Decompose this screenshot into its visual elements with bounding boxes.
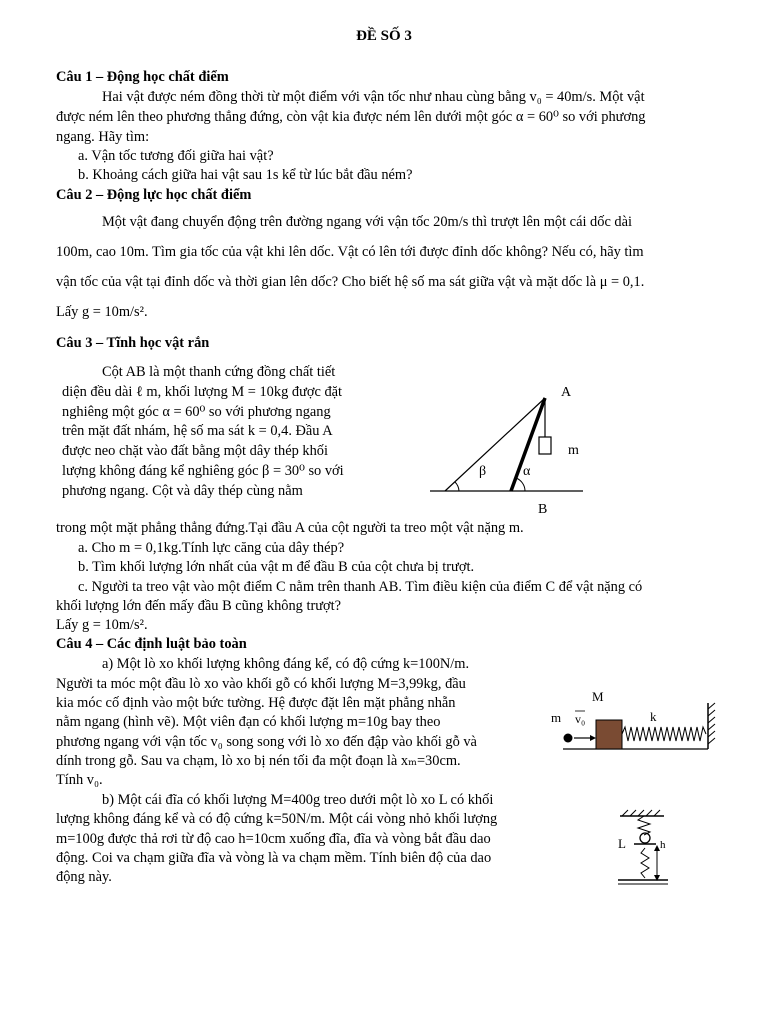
q4a-figure [548, 685, 723, 760]
q3-heading: Câu 3 – Tĩnh học vật rắn [56, 335, 210, 351]
q3-item-c-line1: c. Người ta treo vật vào một điểm C nằm trên thanh AB. Tìm điều kiện của điểm C để vật nặng có [78, 579, 643, 595]
label-v0: v₀ [575, 712, 586, 726]
q1-line1: Hai vật được ném đồng thời từ một điểm với vận tốc như nhau cùng bằng v₀ = 40m/s. Một vật [102, 89, 645, 105]
spring [622, 727, 706, 741]
label-a: A [561, 385, 572, 400]
q3-para-line2: diện đều dài ℓ m, khối lượng M = 10kg được đặt [62, 384, 343, 400]
hanging-mass [539, 437, 551, 454]
label-beta: β [479, 464, 487, 479]
wall-hatch [708, 703, 715, 744]
q4a-line5: phương ngang với vận tốc v₀ song song với lò xo đến đập vào khối gỗ và [56, 734, 477, 750]
q4b-line4: động. Coi va chạm giữa đĩa và vòng là va chạm mềm. Tính biên độ của dao [56, 850, 492, 866]
q4a-line7: Tính v₀. [56, 772, 103, 788]
label-m: m [568, 443, 579, 458]
q4a-line1: a) Một lò xo khối lượng không đáng kể, có độ cứng k=100N/m. [102, 656, 470, 672]
label-l: L [618, 836, 626, 851]
q3-para-line4: trên mặt đất nhám, hệ số ma sát k = 0,4. Đầu A [62, 423, 333, 439]
q3-para-line1: Cột AB là một thanh cứng đồng chất tiết [102, 364, 336, 380]
q2-line3: vận tốc của vật tại đỉnh dốc và thời gian lên dốc? Cho biết hệ số ma sát giữa vật và mặt dốc là μ = 0,1. [56, 274, 645, 290]
alpha-arc [516, 478, 525, 491]
q2-line4: Lấy g = 10m/s². [56, 304, 148, 320]
q4b-line5: động này. [56, 869, 112, 885]
q4a-line2: Người ta móc một đầu lò xo vào khối gỗ có khối lượng M=3,99kg, đầu [56, 676, 466, 692]
q4b-line3: m=100g được thả rơi từ độ cao h=10cm xuống đĩa, đĩa và vòng bắt đầu dao [56, 831, 491, 847]
velocity-arrowhead [590, 735, 596, 741]
q1-line2: được ném lên theo phương thẳng đứng, còn vật kia được ném lên dưới một góc α = 60⁰ so với phương [56, 109, 646, 125]
q2-line2: 100m, cao 10m. Tìm gia tốc của vật khi lên dốc. Vật có lên tới được đỉnh dốc không? Nếu có, hãy tìm [56, 244, 644, 260]
q4b-figure [608, 808, 678, 888]
q4-heading: Câu 4 – Các định luật bảo toàn [56, 636, 247, 652]
q3-item-c-line2: khối lượng lớn đến mấy đầu B cũng không trượt? [56, 598, 342, 614]
q3-para-line7: phương ngang. Cột và dây thép cùng nằm [62, 483, 303, 499]
q3-para-line8: trong một mặt phẳng thẳng đứng.Tại đầu A của cột người ta treo một vật nặng m. [56, 520, 524, 536]
q1-item-b: b. Khoảng cách giữa hai vật sau 1s kể từ lúc bắt đầu ném? [78, 167, 413, 183]
q4a-line4: nằm ngang (hình vẽ). Một viên đạn có khối lượng m=10g bay theo [56, 714, 441, 730]
ceiling-hatch [622, 810, 660, 816]
q3-item-a: a. Cho m = 0,1kg.Tính lực căng của dây thép? [78, 540, 345, 556]
q4b-line2: lượng không đáng kể và có độ cứng k=50N/m. Một cái vòng nhỏ khối lượng [56, 811, 498, 827]
label-h: h [660, 839, 666, 851]
q2-heading: Câu 2 – Động lực học chất điểm [56, 187, 252, 203]
q4a-line3: kia móc cố định vào một bức tường. Hệ được đặt lên mặt phẳng nhẵn [56, 695, 456, 711]
q3-gravity: Lấy g = 10m/s². [56, 617, 148, 633]
label-b: B [538, 502, 548, 517]
spring-l [638, 816, 650, 835]
q1-item-a: a. Vận tốc tương đối giữa hai vật? [78, 148, 274, 164]
page-title: ĐỀ SỐ 3 [356, 28, 412, 44]
q3-para-line6: lượng không đáng kể nghiêng góc β = 30⁰ so với [62, 463, 344, 479]
label-big-m: M [592, 689, 604, 704]
label-small-m: m [551, 710, 562, 725]
label-alpha: α [523, 464, 531, 479]
bullet [564, 734, 573, 743]
q3-para-line5: được neo chặt vào đất bằng một dây thép khối [62, 443, 328, 459]
beta-arc [455, 482, 459, 491]
q1-line3: ngang. Hãy tìm: [56, 129, 150, 145]
q3-item-b: b. Tìm khối lượng lớn nhất của vật m để đầu B của cột chưa bị trượt. [78, 559, 475, 575]
q4a-line6: dính trong gỗ. Sau va chạm, lò xo bị nén tối đa một đoạn là xₘ=30cm. [56, 753, 461, 769]
q2-line1: Một vật đang chuyển động trên đường ngang với vận tốc 20m/s thì trượt lên một cái dốc dài [102, 214, 633, 230]
label-k: k [650, 709, 657, 724]
q3-para-line3: nghiêng một góc α = 60⁰ so với phương ngang [62, 404, 331, 420]
wood-block [596, 720, 622, 749]
q3-figure [425, 378, 595, 518]
q1-heading: Câu 1 – Động học chất điểm [56, 69, 229, 85]
q4b-line1: b) Một cái đĩa có khối lượng M=400g treo dưới một lò xo L có khối [102, 792, 494, 808]
lower-spring [641, 848, 649, 878]
